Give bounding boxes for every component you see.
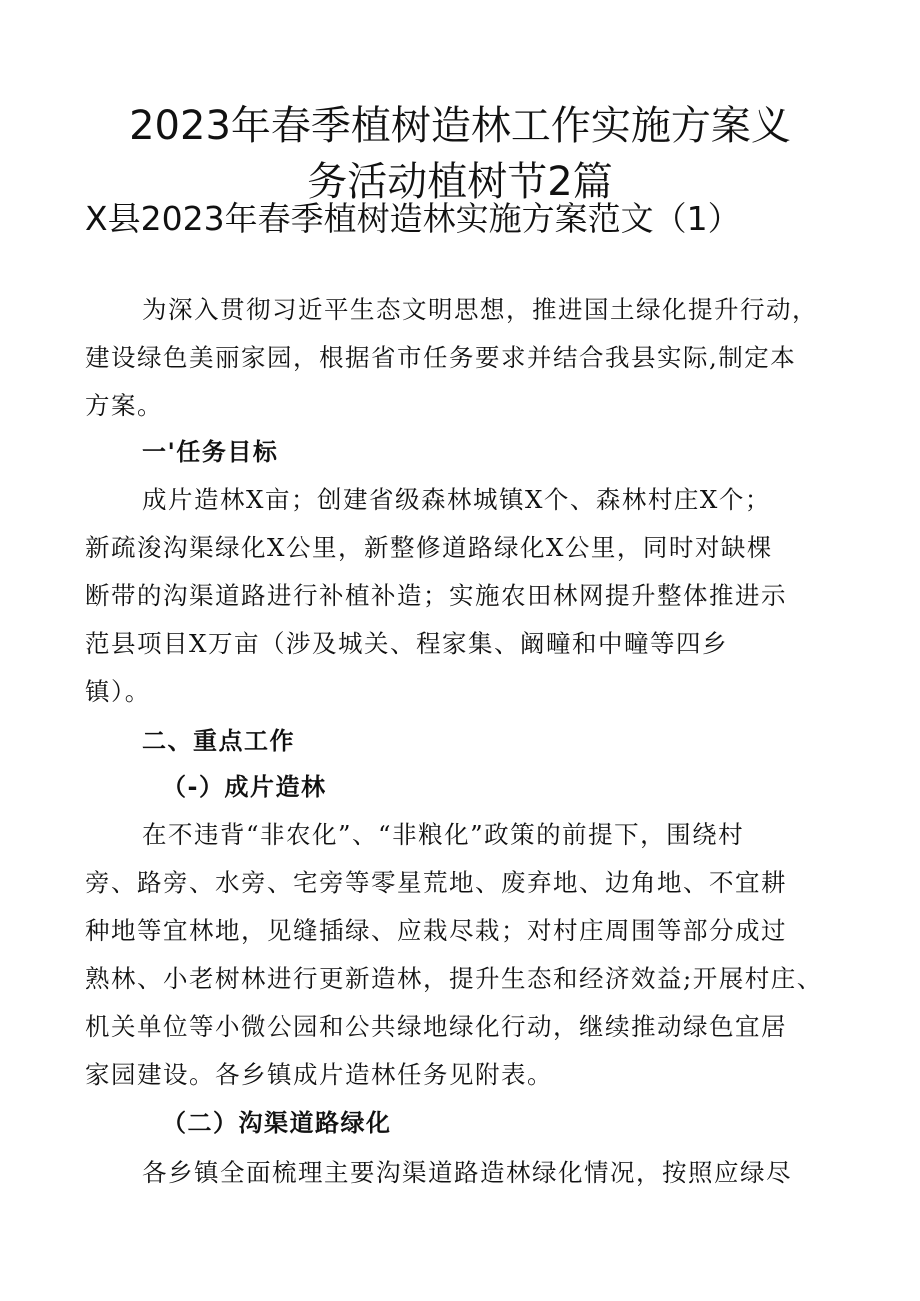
section-heading-task-goals: 一'任务目标 — [142, 438, 279, 466]
paragraph-line: 种地等宜林地，见缝插绿、应栽尽栽；对村庄周围等部分成过 — [85, 916, 787, 945]
subsection-heading-afforestation: （-）成片造林 — [162, 773, 327, 801]
paragraph-line: 新疏浚沟渠绿化X公里，新整修道路绿化X公里，同时对缺棵 — [85, 533, 773, 562]
paragraph-line: 成片造林X亩；创建省级森林城镇X个、森林村庄X个； — [142, 485, 771, 514]
paragraph-line: 熟林、小老树林进行更新造林，提升生态和经济效益;开展村庄、 — [85, 964, 823, 993]
section-heading-key-work: 二、重点工作 — [142, 727, 295, 755]
document-title-line-2: 务活动植树节2篇 — [307, 159, 613, 205]
paragraph-line: 建设绿色美丽家园，根据省市任务要求并结合我县实际,制定本 — [85, 343, 797, 372]
paragraph-line: 各乡镇全面梳理主要沟渠道路造林绿化情况，按照应绿尽 — [142, 1158, 792, 1187]
subsection-heading-ditch-road-greening: （二）沟渠道路绿化 — [162, 1109, 392, 1137]
intro-paragraph — [85, 286, 860, 430]
paragraph-line: 为深入贯彻习近平生态文明思想，推进国土绿化提升行动， — [142, 295, 818, 324]
document-title-line-1: 2023年春季植树造林工作实施方案义 — [129, 103, 791, 149]
afforestation-paragraph — [85, 811, 860, 1099]
paragraph-line: 镇）。 — [85, 677, 151, 706]
paragraph-line: 在不违背“非农化”、“非粮化”政策的前提下，围绕村 — [142, 820, 745, 849]
paragraph-line: 断带的沟渠道路进行补植补造；实施农田林网提升整体推进示 — [85, 581, 787, 610]
paragraph-line: 方案。 — [85, 391, 163, 420]
task-goals-paragraph — [85, 476, 860, 716]
paragraph-line: 机关单位等小微公园和公共绿地绿化行动，继续推动绿色宜居 — [85, 1012, 787, 1041]
paragraph-line: 家园建设。各乡镇成片造林任务见附表。 — [85, 1060, 553, 1089]
document-subtitle: X县2023年春季植树造林实施方案范文（1） — [85, 199, 741, 238]
ditch-road-paragraph — [85, 1149, 860, 1197]
paragraph-line: 旁、路旁、水旁、宅旁等零星荒地、废弃地、边角地、不宜耕 — [85, 868, 787, 897]
paragraph-line: 范县项目X万亩（涉及城关、程家集、阚疃和中疃等四乡 — [85, 629, 728, 658]
